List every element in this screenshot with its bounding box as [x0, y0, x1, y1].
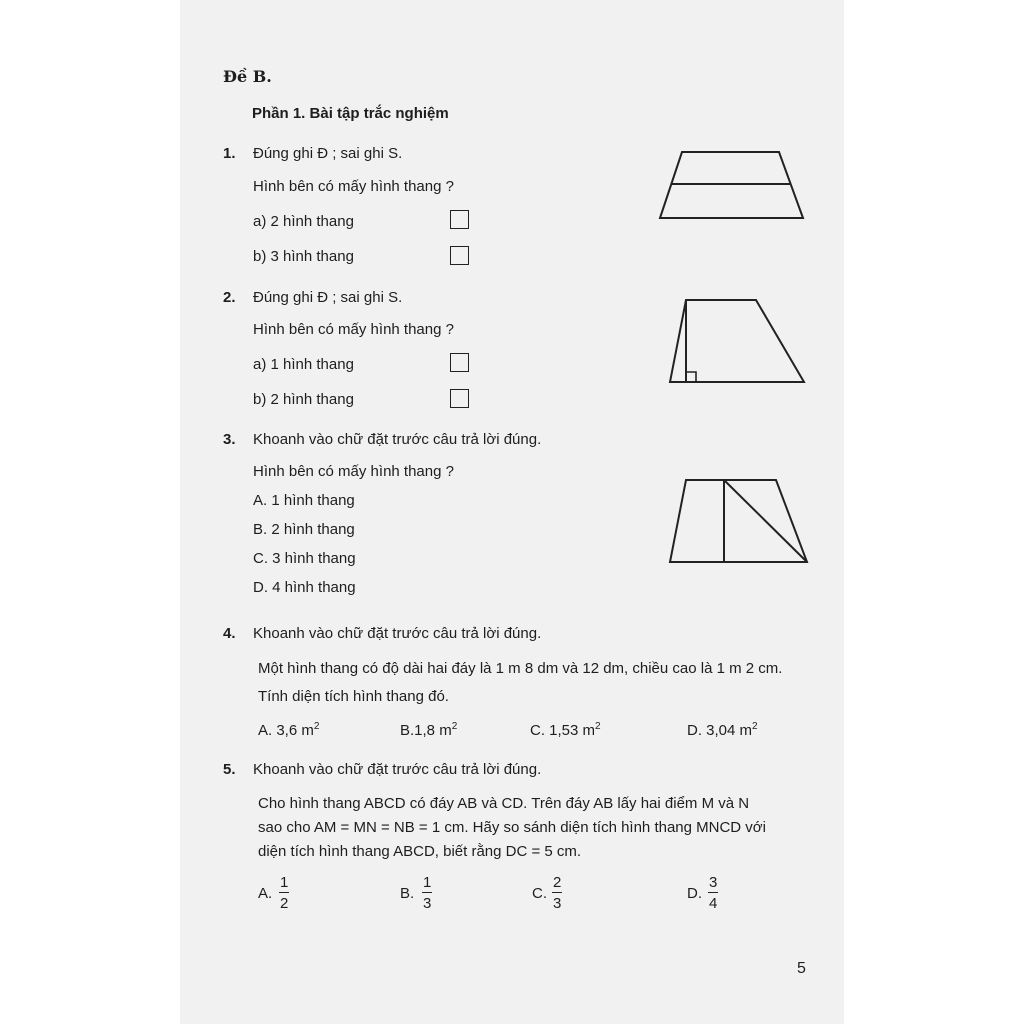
- q1-option-a: a) 2 hình thang: [253, 213, 354, 230]
- q2-answer-box-a[interactable]: [450, 353, 469, 372]
- q2-question: Hình bên có mấy hình thang ?: [253, 321, 454, 338]
- q5-option-d-numerator: 3: [709, 874, 718, 891]
- workbook-page: [180, 0, 844, 1024]
- q4-instruction: Khoanh vào chữ đặt trước câu trả lời đúng.: [253, 625, 542, 642]
- q2-option-b: b) 2 hình thang: [253, 391, 354, 408]
- q4-text-line2: Tính diện tích hình thang đó.: [258, 688, 449, 705]
- q5-option-c-fraction[interactable]: [552, 875, 562, 911]
- q2-number: 2.: [223, 289, 236, 306]
- q4-option-a[interactable]: A. 3,6 $m^2$: [258, 721, 320, 739]
- q5-option-b-denominator: 3: [423, 895, 432, 912]
- q5-option-d-fraction[interactable]: [708, 875, 718, 911]
- q5-text-line2: sao cho AM = MN = NB = 1 cm. Hãy so sánh diện tích hình thang MNCD với: [258, 819, 766, 836]
- q5-number: 5.: [223, 761, 236, 778]
- q3-option-c[interactable]: C. 3 hình thang: [253, 550, 356, 567]
- q2-instruction: Đúng ghi Đ ; sai ghi S.: [253, 289, 403, 306]
- exam-heading: Đề B.: [223, 67, 272, 86]
- q1-question: Hình bên có mấy hình thang ?: [253, 178, 454, 195]
- q5-option-b-letter[interactable]: B.: [400, 885, 415, 902]
- q3-question: Hình bên có mấy hình thang ?: [253, 463, 454, 480]
- q3-option-a[interactable]: A. 1 hình thang: [253, 492, 355, 509]
- q5-option-a-letter[interactable]: A.: [258, 885, 273, 902]
- q1-answer-box-b[interactable]: [450, 246, 469, 265]
- q5-option-a-numerator: 1: [280, 874, 289, 891]
- q4-number: 4.: [223, 625, 236, 642]
- q5-option-a-fraction[interactable]: [279, 875, 289, 911]
- q4-option-b[interactable]: B.1,8 $m^2$: [400, 721, 458, 739]
- q4-option-c[interactable]: C. 1,53 $m^2$: [530, 721, 601, 739]
- q1-answer-box-a[interactable]: [450, 210, 469, 229]
- q5-option-d-denominator: 4: [709, 895, 718, 912]
- section-title: Phần 1. Bài tập trắc nghiệm: [252, 105, 449, 122]
- q5-text-line1: Cho hình thang ABCD có đáy AB và CD. Trên đáy AB lấy hai điểm M và N: [258, 795, 750, 812]
- q5-option-c-letter[interactable]: C.: [532, 885, 547, 902]
- q3-trapezoid-figure: [668, 477, 810, 565]
- q5-option-a-denominator: 2: [280, 895, 289, 912]
- q5-instruction: Khoanh vào chữ đặt trước câu trả lời đúng.: [253, 761, 542, 778]
- q5-option-c-numerator: 2: [553, 874, 562, 891]
- q2-option-a: a) 1 hình thang: [253, 356, 354, 373]
- q2-trapezoid-figure: [668, 297, 808, 385]
- q1-trapezoid-figure: [658, 150, 808, 222]
- q3-instruction: Khoanh vào chữ đặt trước câu trả lời đúng.: [253, 431, 542, 448]
- q5-option-b-numerator: 1: [423, 874, 432, 891]
- q2-answer-box-b[interactable]: [450, 389, 469, 408]
- q1-option-b: b) 3 hình thang: [253, 248, 354, 265]
- q3-option-d[interactable]: D. 4 hình thang: [253, 579, 356, 596]
- page-number: 5: [797, 960, 806, 977]
- q4-option-d[interactable]: D. 3,04 $m^2$: [687, 721, 758, 739]
- q5-option-b-fraction[interactable]: [422, 875, 432, 911]
- q3-number: 3.: [223, 431, 236, 448]
- q5-option-d-letter[interactable]: D.: [687, 885, 702, 902]
- q5-text-line3: diện tích hình thang ABCD, biết rằng DC = 5 cm.: [258, 843, 582, 860]
- q1-instruction: Đúng ghi Đ ; sai ghi S.: [253, 145, 403, 162]
- q3-option-b[interactable]: B. 2 hình thang: [253, 521, 355, 538]
- q5-option-c-denominator: 3: [553, 895, 562, 912]
- q1-number: 1.: [223, 145, 236, 162]
- q4-text-line1: Một hình thang có độ dài hai đáy là 1 m 8 dm và 12 dm, chiều cao là 1 m 2 cm.: [258, 660, 783, 677]
